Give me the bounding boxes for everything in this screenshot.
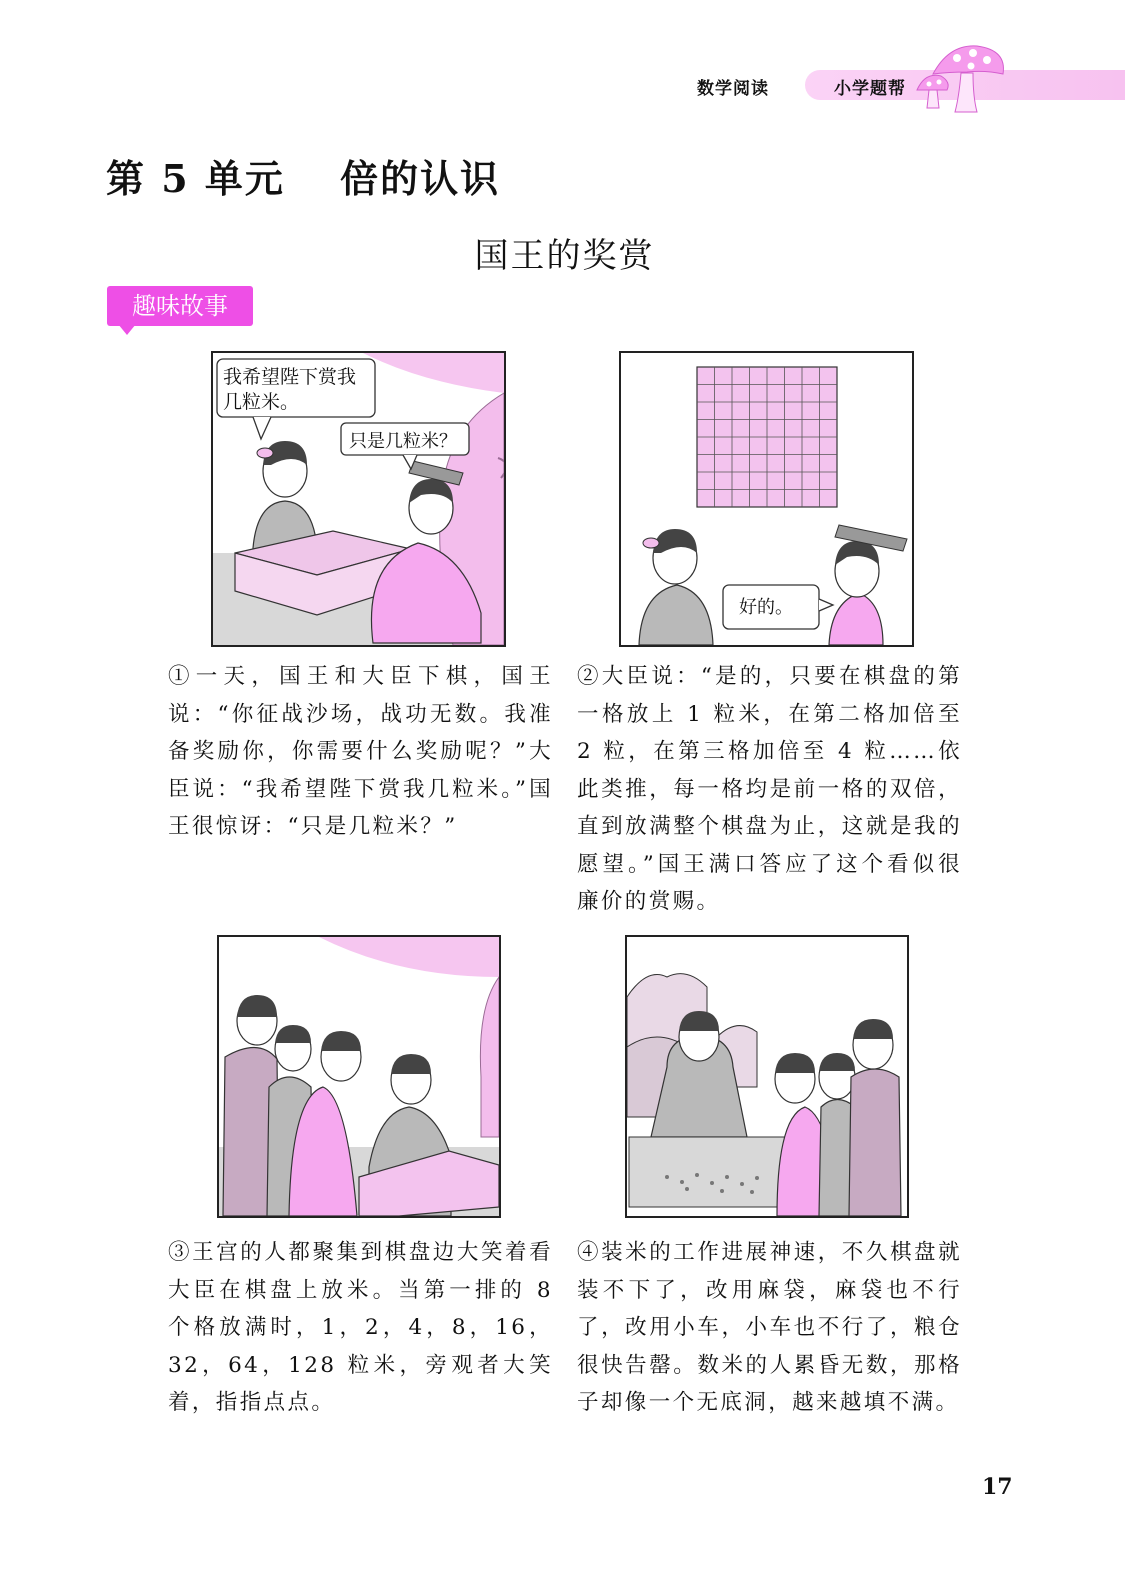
bubble-text-ok: 好的。 bbox=[739, 597, 793, 618]
chessboard-grid bbox=[697, 367, 837, 507]
comic-panel-1 bbox=[211, 351, 506, 647]
comic-panel-4 bbox=[625, 935, 909, 1218]
mushroom-icon bbox=[915, 42, 1010, 117]
header-section-left: 数学阅读 bbox=[697, 79, 769, 99]
comic-panel-2 bbox=[619, 351, 914, 647]
caption-2: ②大臣说：“是的，只要在棋盘的第一格放上 1 粒米，在第二格加倍至 2 粒，在第三格加倍至 4 粒……依此类推，每一格均是前一格的双倍，直到放满整个棋盘为止，这就是我的愿望。”国王满口答应了这个看似很廉价的赏赐。 bbox=[577, 664, 962, 914]
caption-1: ①一天，国王和大臣下棋，国王说：“你征战沙场，战功无数。我准备奖励你，你需要什么奖励呢？”大臣说：“我希望陛下赏我几粒米。”国王很惊讶：“只是几粒米？” bbox=[168, 664, 553, 839]
bubble-text-1: 我希望陛下赏我 bbox=[223, 366, 357, 388]
bubble-text-2: 几粒米。 bbox=[223, 391, 300, 413]
page-number: 17 bbox=[982, 1474, 1013, 1500]
caption-3: ③王宫的人都聚集到棋盘边大笑着看大臣在棋盘上放米。当第一排的 8 个格放满时，1，2，4，8，16，32，64，128 粒米，旁观者大笑着，指指点点。 bbox=[168, 1240, 553, 1415]
unit-title: 第 5 单元 倍的认识 bbox=[106, 156, 501, 201]
story-tag: 趣味故事 bbox=[107, 286, 253, 326]
story-tag-pointer bbox=[118, 324, 136, 335]
comic-panel-3 bbox=[217, 935, 501, 1218]
caption-4: ④装米的工作进展神速，不久棋盘就装不下了，改用麻袋，麻袋也不行了，改用小车，小车也不行了，粮仓很快告罄。数米的人累昏无数，那格子却像一个无底洞，越来越填不满。 bbox=[577, 1240, 962, 1415]
header-section-right: 小学题帮 bbox=[834, 79, 906, 99]
story-title: 国王的奖赏 bbox=[474, 236, 655, 276]
bubble-text-3: 只是几粒米？ bbox=[349, 431, 457, 452]
